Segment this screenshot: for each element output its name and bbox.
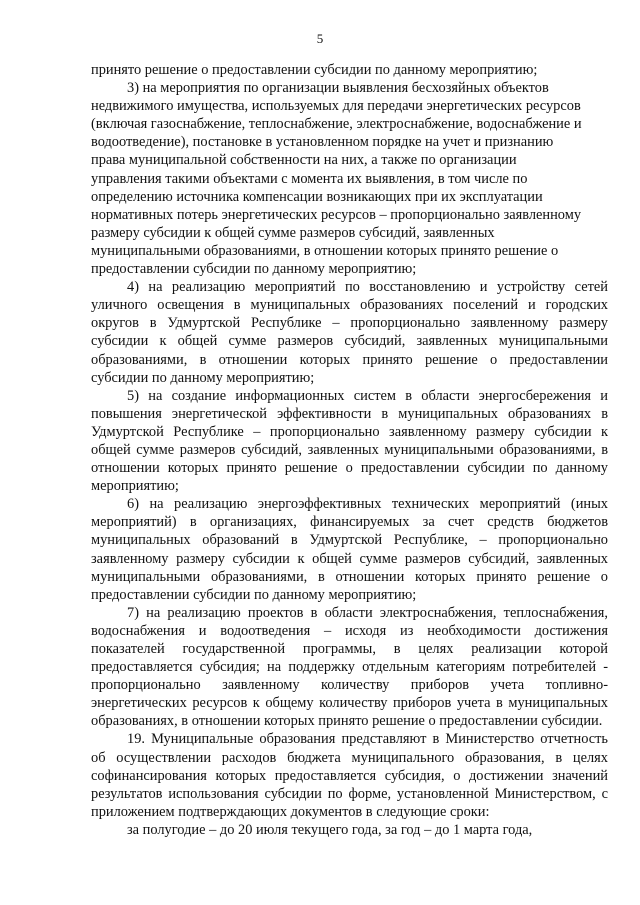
- paragraph-item-3: 3) на мероприятия по организации выявления бесхозяйных объектов недвижимого имущества, используемых для передачи энергетических ресурсов (включая газоснабжение, теплоснабжение, электроснабжение, водоснабжение и водоотведение), постановке в установленном порядке на учет и признанию права муниципальной собственности на них, а также по организации управления такими объектами с момента их выявления, в том числе по определению источника компенсации возникающих при их эксплуатации нормативных потерь энергетических ресурсов – пропорционально заявленному размеру субсидии к общей сумме размеров субсидий, заявленных муниципальными образованиями, в отношении которых принято решение о предоставлении субсидии по данному мероприятию;: [91, 80, 582, 278]
- document-body: [91, 61, 608, 839]
- paragraph-item-4: 4) на реализацию мероприятий по восстановлению и устройству сетей уличного освещения в муниципальных образованиях поселений и городских округов в Удмуртской Республике – пропорционально заявленному размеру субсидии к общей сумме размеров субсидий, заявленных муниципальными образованиями, в отношении которых принято решение о предоставлении субсидии по данному мероприятию;: [91, 279, 608, 386]
- paragraph-deadlines: за полугодие – до 20 июля текущего года, за год – до 1 марта года,: [127, 821, 533, 838]
- paragraph-section-19: 19. Муниципальные образования представляют в Министерство отчетность об осуществлении расходов бюджета муниципального образования, в целях софинансирования которых предоставляется субсидия, о достижении значений результатов использования субсидии по форме, установленной Министерством, с приложением подтверждающих документов в следующие сроки:: [91, 731, 608, 820]
- paragraph-item-5: 5) на создание информационных систем в области энергосбережения и повышения энергетической эффективности в муниципальных образованиях в Удмуртской Республике – пропорционально заявленному размеру субсидии к общей сумме размеров субсидий, заявленных муниципальными образованиями, в отношении которых принято решение о предоставлении субсидии по данному мероприятию;: [91, 387, 608, 495]
- paragraph-item-7: 7) на реализацию проектов в области электроснабжения, теплоснабжения, водоснабжения и водоотведения – исходя из необходимости достижения показателей государственной программы, в целях реализации которой предоставляется субсидия; на поддержку отдельным категориям потребителей - пропорционально заявленному количеству приборов учета топливно-энергетических ресурсов к общему количеству приборов учета в муниципальных образованиях, в отношении которых принято решение о предоставлении субсидии.: [91, 604, 608, 730]
- paragraph-item-6: 6) на реализацию энергоэффективных технических мероприятий (иных мероприятий) в организациях, финансируемых за счет средств бюджетов муниципальных образований в Удмуртской Республике, – пропорционально заявленному размеру субсидии к общей сумме размеров субсидий, заявленных муниципальными образованиями, в отношении которых принято решение о предоставлении субсидии по данному мероприятию;: [91, 496, 608, 603]
- page-number: 5: [316, 31, 324, 46]
- paragraph-continuation: принято решение о предоставлении субсидии по данному мероприятию;: [91, 62, 538, 78]
